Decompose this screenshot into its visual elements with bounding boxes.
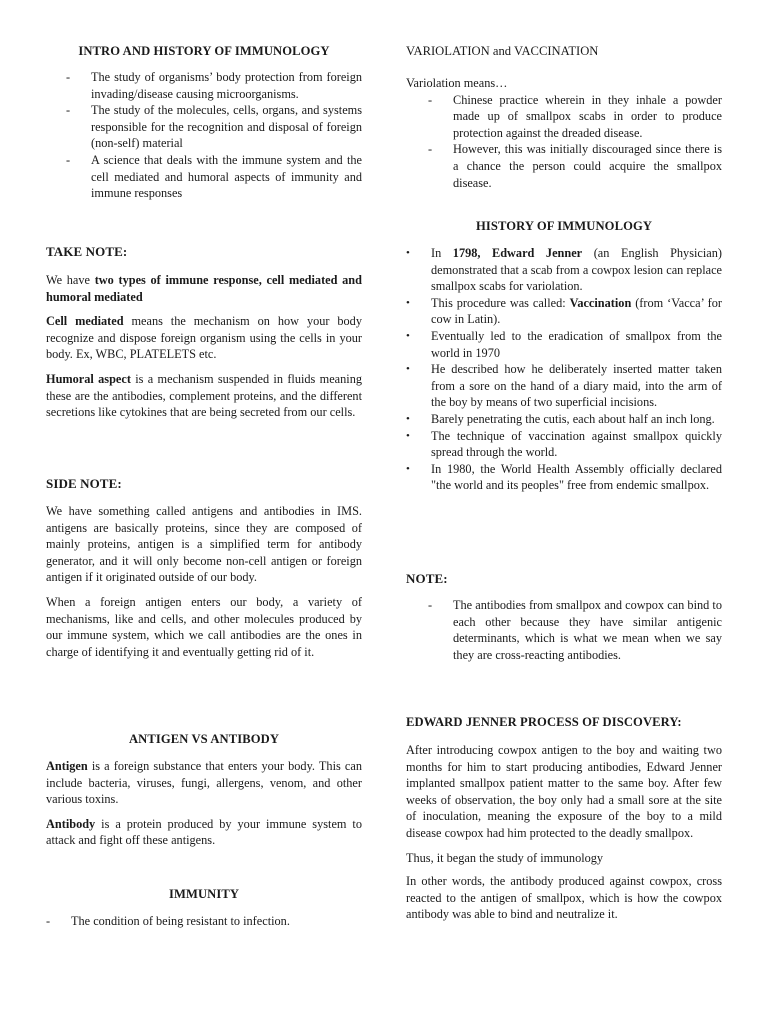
humoral-paragraph: Humoral aspect is a mechanism suspended in fluids meaning these are the antibodies, complement proteins, and the different secretions like cytokines that are being secreted from our cells. [46,371,362,420]
take-note-section [46,244,362,421]
list-item: - The antibodies from smallpox and cowpox can bind to each other because they have similar antigenic determinants, which is what we mean when we say they are cross-reacting antibodies. [428,598,722,662]
dash-marker: - [428,142,433,157]
list-item: - The study of the molecules, cells, organs, and systems responsible for the recognition and disposal of foreign (non-self) material [66,103,362,151]
list-item: - A science that deals with the immune system and the cell mediated and humoral aspects of immunity and immune responses [66,152,362,201]
immunity-section [46,886,362,930]
note-heading: NOTE: [406,571,448,586]
intro-list [66,69,362,202]
side-note-heading: SIDE NOTE: [46,476,122,491]
jenner-section [406,714,722,923]
list-item: • In 1798, Edward Jenner (an English Physician) demonstrated that a scab from a cowpox lesion can replace smallpox scabs for variolation. [406,246,722,294]
list-item: • He described how he deliberately inserted matter taken from a sore on the hand of a diary maid, into the arm of the boy by means of two superficial incisions. [406,362,722,410]
list-item: • In 1980, the World Health Assembly officially declared "the world and its peoples" free from endemic smallpox. [406,461,722,493]
antibody-paragraph: Antibody is a protein produced by your immune system to attack and fight off these antigens. [46,816,362,848]
jenner-paragraph-2: Thus, it began the study of immunology [406,850,604,865]
antigen-section [46,731,362,849]
bullet-marker: • [406,296,410,309]
immunity-list [46,913,362,930]
list-item: - The study of organisms’ body protection from foreign invading/disease causing microorganisms. [66,70,362,101]
history-section [406,218,722,494]
side-note-section [46,476,362,660]
history-heading: HISTORY OF IMMUNOLOGY [475,219,653,233]
side-note-paragraph-1: We have something called antigens and antibodies in IMS. antigens are basically proteins, since they are composed of mainly proteins, antigen is a simplified term for antibody generator, and it will only become non-cell antigen or foreign antigen if it originated outside of our body. [46,504,362,585]
dash-marker: - [66,152,71,167]
list-item: - Chinese practice wherein in they inhale a powder made up of smallpox scabs in order to produce protection against the dreaded disease. [428,92,722,140]
bullet-marker: • [406,412,410,425]
cell-mediated-paragraph: Cell mediated means the mechanism on how your body recognize and dispose foreign organism using the cells in your body. Ex, WBC, PLATELETS etc. [46,314,362,362]
bullet-marker: • [406,363,410,376]
jenner-paragraph-3: In other words, the antibody produced against cowpox, cross reacted to the antigen of smallpox, which is how the cowpox antibody was able to bind and neutralize it. [406,874,722,922]
bullet-marker: • [406,429,410,442]
list-item: • The technique of vaccination against smallpox quickly spread through the world. [406,428,722,460]
intro-heading: INTRO AND HISTORY OF IMMUNOLOGY [78,44,330,58]
dash-marker: - [428,598,433,612]
note-section [406,571,722,663]
bullet-marker: • [406,329,410,342]
dash-marker: - [66,70,71,84]
variolation-heading: VARIOLATION and VACCINATION [406,44,599,58]
immunity-heading: IMMUNITY [168,887,240,901]
list-item: • This procedure was called: Vaccination (from ‘Vacca’ for cow in Latin). [406,295,722,327]
antigen-paragraph: Antigen is a foreign substance that enters your body. This can include bacteria, viruses, fungi, allergens, venom, and other various toxins. [46,759,362,807]
dash-marker: - [46,914,51,928]
list-item: • Eventually led to the eradication of smallpox from the world in 1970 [406,328,722,360]
jenner-paragraph-1: After introducing cowpox antigen to the boy and waiting two months for him to start producing antibodies, Edward Jenner implanted smallpox patient matter to the same boy. After few weeks of observation, the boy only had a small sore at the site of inoculation, meaning the exposure of the boy to a mild disease cowpox had him protected to the deadly smallpox. [406,743,722,840]
side-note-paragraph-2: When a foreign antigen enters our body, a variety of mechanisms, like and cells, and other molecules produced by our immune system, which we call antibodies are the ones in charge of identifying it and eventually getting rid of it. [46,594,362,659]
list-item: - However, this was initially discouraged since there is a chance the person could acquire the smallpox disease. [428,142,722,190]
take-note-paragraph-1: We have two types of immune response, cell mediated and humoral mediated [46,273,362,304]
list-item: • Barely penetrating the cutis, each about half an inch long. [406,411,715,426]
bullet-marker: • [406,247,410,259]
variolation-section [406,43,722,191]
variolation-list [428,92,722,192]
note-list [428,597,722,663]
jenner-heading: EDWARD JENNER PROCESS OF DISCOVERY: [406,715,682,729]
antigen-heading: ANTIGEN VS ANTIBODY [128,732,280,746]
history-list [406,245,722,494]
dash-marker: - [428,92,433,107]
variolation-lead: Variolation means… [406,76,508,90]
intro-section [46,43,362,202]
dash-marker: - [66,103,71,118]
bullet-marker: • [406,462,410,475]
take-note-heading: TAKE NOTE: [46,244,128,259]
list-item: - The condition of being resistant to infection. [46,914,290,928]
